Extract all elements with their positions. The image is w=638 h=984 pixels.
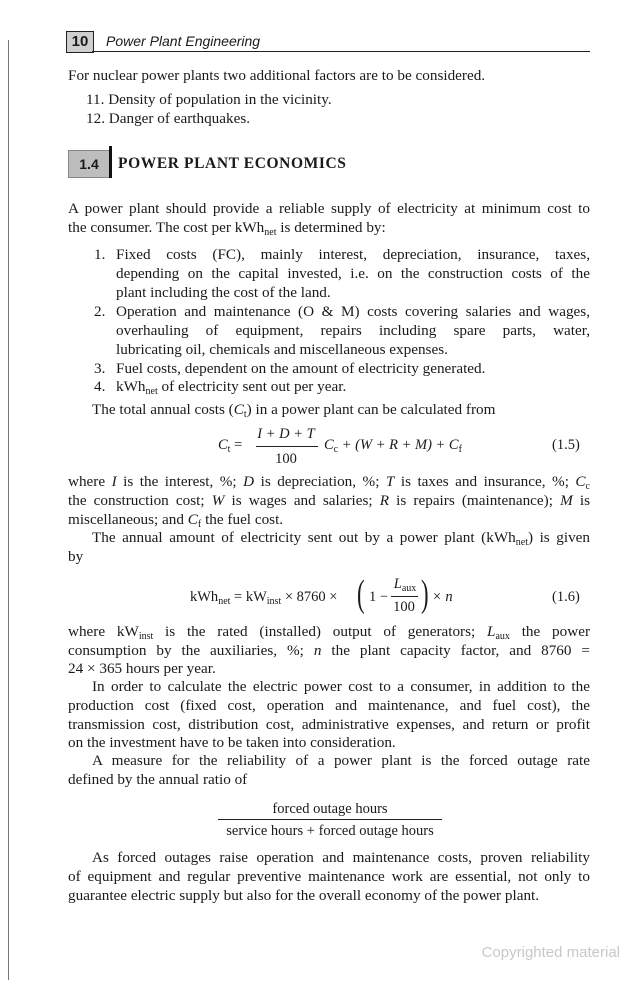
subscript: aux bbox=[401, 583, 417, 594]
fraction-bar bbox=[391, 596, 418, 597]
subscript: c bbox=[585, 481, 590, 492]
paragraph-line: by bbox=[68, 548, 84, 565]
item-number: 12. bbox=[86, 110, 105, 127]
paragraph-line: production cost (fixed cost, operation and maintenance, and fuel cost), the bbox=[68, 697, 590, 714]
text-run: kWh bbox=[116, 378, 146, 395]
paragraph-line: A power plant should provide a reliable supply of electricity at minimum cost to bbox=[68, 200, 590, 217]
text-run: ) in a power plant can be calculated from bbox=[246, 401, 496, 418]
section-number-box: 1.4 bbox=[68, 150, 110, 178]
text-run: the consumer. The cost per kWh bbox=[68, 219, 265, 236]
ratio-denominator: service hours + forced outage hours bbox=[226, 823, 434, 839]
text-run: The total annual costs ( bbox=[92, 401, 234, 418]
subscript: inst bbox=[138, 631, 154, 642]
list-item bbox=[86, 90, 332, 109]
item-number: 4. bbox=[94, 378, 106, 395]
paragraph-line bbox=[92, 528, 590, 547]
paragraph-line bbox=[68, 622, 590, 641]
text-run: is repairs (maintenance); bbox=[389, 492, 561, 509]
paragraph-line bbox=[68, 472, 590, 491]
text-run: where kW bbox=[68, 623, 139, 640]
fraction-denominator: 100 bbox=[275, 451, 297, 467]
variable: D bbox=[243, 473, 255, 490]
variable: L bbox=[393, 576, 402, 592]
text-run: the construction cost; bbox=[68, 492, 212, 509]
fraction-denominator: 100 bbox=[393, 599, 415, 615]
variable: T bbox=[385, 473, 395, 490]
header-rule bbox=[92, 51, 590, 52]
paragraph-line: transmission cost, distribution cost, administrative expenses, and return or profit bbox=[68, 716, 590, 733]
equation-label: (1.5) bbox=[552, 437, 580, 453]
paragraph-line: As forced outages raise operation and maintenance costs, proven reliability bbox=[92, 849, 590, 866]
paragraph-line bbox=[68, 218, 386, 237]
fraction-bar bbox=[256, 446, 318, 447]
page-number-box: 10 bbox=[66, 31, 94, 53]
variable: M bbox=[560, 492, 573, 509]
item-line: Fuel costs, dependent on the amount of electricity generated. bbox=[116, 360, 486, 377]
text-run: is wages and salaries; bbox=[224, 492, 380, 509]
variable: n bbox=[313, 642, 322, 659]
text-run: miscellaneous; and bbox=[68, 511, 188, 528]
variable: R bbox=[379, 492, 390, 509]
variable: + (W + R + M) + C bbox=[338, 437, 459, 453]
subscript: f bbox=[197, 519, 202, 530]
ratio-bar bbox=[218, 819, 442, 820]
variable: C bbox=[324, 437, 334, 453]
text-run: is taxes and insurance, %; bbox=[394, 473, 576, 490]
paragraph-line: on the investment have to be taken into consideration. bbox=[68, 734, 396, 751]
text-run: ) is given bbox=[527, 529, 590, 546]
one-minus: 1 − bbox=[369, 589, 389, 605]
item-line bbox=[116, 377, 346, 396]
equation-rhs bbox=[324, 436, 462, 454]
text-run: is the interest, %; bbox=[116, 473, 244, 490]
section-bar bbox=[109, 146, 112, 178]
page-edge-rule bbox=[8, 40, 9, 980]
item-text: Density of population in the vicinity. bbox=[108, 91, 332, 108]
right-paren: ) bbox=[421, 573, 429, 615]
section-title: POWER PLANT ECONOMICS bbox=[118, 155, 347, 172]
text-run: the plant capacity factor, and 8760 = bbox=[321, 642, 590, 659]
copyright-watermark: Copyrighted material bbox=[481, 944, 620, 961]
variable: L bbox=[487, 623, 496, 640]
item-number: 3. bbox=[94, 360, 106, 377]
fraction-numerator: I + D + T bbox=[257, 426, 315, 442]
left-paren: ( bbox=[357, 573, 365, 615]
item-number: 2. bbox=[94, 303, 106, 320]
variable: C bbox=[575, 473, 586, 490]
text-run: kWh bbox=[190, 589, 219, 605]
variable: C bbox=[233, 401, 244, 418]
item-line: Fixed costs (FC), mainly interest, depreciation, insurance, taxes, bbox=[116, 246, 590, 263]
item-text: Danger of earthquakes. bbox=[108, 110, 251, 127]
paragraph-line: defined by the annual ratio of bbox=[68, 771, 248, 788]
variable: W bbox=[211, 492, 225, 509]
variable: C bbox=[218, 437, 228, 453]
equation-label: (1.6) bbox=[552, 589, 580, 605]
item-line: plant including the cost of the land. bbox=[116, 284, 331, 301]
subscript: net bbox=[515, 537, 528, 548]
paragraph-line bbox=[68, 641, 590, 660]
subscript: net bbox=[218, 596, 231, 607]
item-number: 11. bbox=[86, 91, 105, 108]
paragraph-line bbox=[68, 510, 283, 529]
text-run: is bbox=[572, 492, 590, 509]
text-run: of electricity sent out per year. bbox=[157, 378, 347, 395]
text-run: consumption by the auxiliaries, %; bbox=[68, 642, 314, 659]
variable: C bbox=[187, 511, 198, 528]
running-title: Power Plant Engineering bbox=[106, 33, 261, 49]
text-run: the power bbox=[509, 623, 590, 640]
paragraph-line bbox=[92, 400, 495, 419]
paragraph-line: A measure for the reliability of a power plant is the forced outage rate bbox=[92, 752, 590, 769]
text-run: the fuel cost. bbox=[201, 511, 284, 528]
paragraph-line: 24 × 365 hours per year. bbox=[68, 660, 216, 677]
item-line: overhauling of equipment, repairs including spare parts, water, bbox=[116, 322, 590, 339]
equals-sign: = bbox=[234, 437, 243, 453]
item-line: depending on the capital invested, i.e. on the construction costs of the bbox=[116, 265, 590, 282]
subscript: c bbox=[333, 444, 339, 455]
text-run: = kW bbox=[230, 589, 267, 605]
fraction-numerator bbox=[390, 575, 420, 593]
intro-line: For nuclear power plants two additional factors are to be considered. bbox=[68, 67, 486, 84]
equation-lhs bbox=[190, 588, 337, 606]
paragraph-line: of equipment and regular preventive maintenance work are essential, not only to bbox=[68, 868, 590, 885]
variable: I bbox=[111, 473, 117, 490]
subscript: net bbox=[264, 227, 277, 238]
subscript: t bbox=[227, 444, 231, 455]
paragraph-line: In order to calculate the electric power cost to a consumer, in addition to the bbox=[92, 678, 590, 695]
subscript: aux bbox=[495, 631, 510, 642]
ratio-numerator: forced outage hours bbox=[272, 801, 388, 817]
list-item bbox=[86, 109, 250, 128]
subscript: t bbox=[243, 409, 247, 420]
item-line: lubricating oil, chemicals and miscellaneous expenses. bbox=[116, 341, 448, 358]
paragraph-line bbox=[68, 491, 590, 510]
equation-lhs bbox=[218, 436, 242, 454]
equation-tail: × n bbox=[432, 589, 453, 605]
item-number: 1. bbox=[94, 246, 106, 263]
paragraph-line: guarantee electric supply but also for the overall economy of the power plant. bbox=[68, 887, 540, 904]
subscript: f bbox=[458, 444, 462, 455]
text-run: is the rated (installed) output of generators; bbox=[153, 623, 488, 640]
subscript: inst bbox=[266, 596, 282, 607]
text-run: is depreciation, %; bbox=[254, 473, 386, 490]
text-run: is determined by: bbox=[276, 219, 386, 236]
text-run: The annual amount of electricity sent out by a power plant (kWh bbox=[92, 529, 516, 546]
item-line: Operation and maintenance (O & M) costs covering salaries and wages, bbox=[116, 303, 590, 320]
subscript: net bbox=[145, 386, 158, 397]
text-run: × 8760 × bbox=[281, 589, 338, 605]
text-run: where bbox=[68, 473, 112, 490]
